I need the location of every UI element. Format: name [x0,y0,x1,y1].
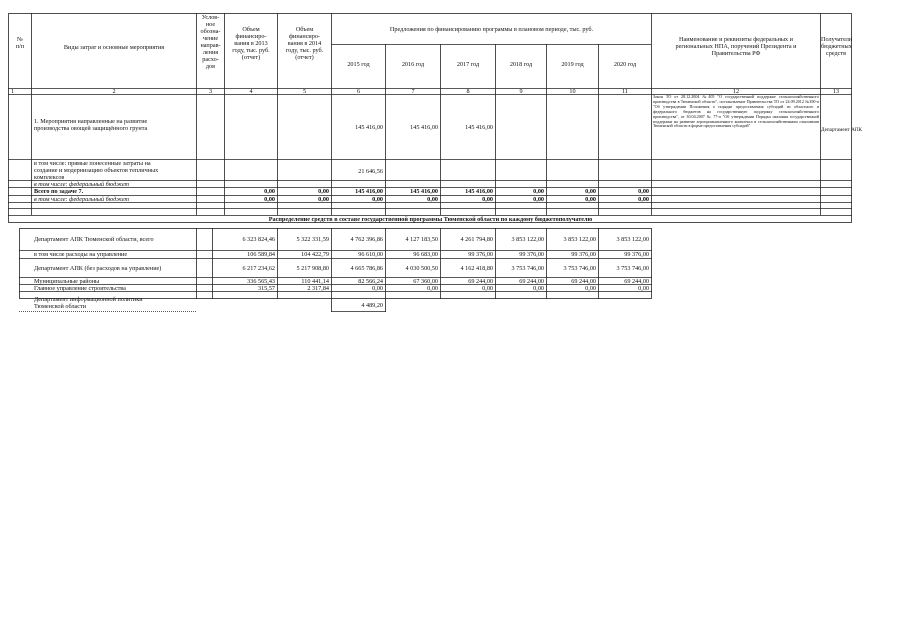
total7-2016: 145 416,00 [410,188,438,195]
dist-row-0-2018: 3 853 122,00 [511,236,544,243]
measure-2015: 145 416,00 [355,124,383,131]
col-number-1: 1 [11,88,15,95]
federal2-2019: 0,00 [585,196,596,203]
col-number-2: 2 [112,88,116,95]
dist-row-1-2013: 106 589,84 [247,251,275,258]
measure-label: 1. Мероприятия направленные на развитие производства овощей защищённого грунта [34,118,148,132]
header-year-2017: 2017 год [456,61,480,68]
dist-row-1-label: в том числе расходы на управление [34,251,128,258]
dist-row-3-2015: 82 566,24 [358,278,383,285]
total7-2018: 0,00 [533,188,544,195]
total7-2013: 0,00 [264,188,275,195]
dist-row-2-2014: 5 217 908,80 [296,265,329,272]
header-types: Виды затрат и основные мероприятия [63,44,165,51]
dist-row-3-2014: 110 441,14 [301,278,329,285]
header-year-2018: 2018 год [509,61,533,68]
col-number-13: 13 [832,88,840,95]
total7-2014: 0,00 [318,188,329,195]
dist-row-2-2015: 4 665 786,86 [350,265,383,272]
federal2-2018: 0,00 [533,196,544,203]
federal2-label: в том числе: федеральный бюджет [34,196,130,203]
dist-row-0-2015: 4 762 396,86 [350,236,383,243]
federal2-2017: 0,00 [482,196,493,203]
measure-recipient: Департамент АПК [821,127,863,133]
dist-row-4-2015: 0,00 [372,285,383,292]
dist-row-0-2014: 5 322 331,59 [296,236,329,243]
total7-label: Всего по задаче 7. [34,188,84,195]
federal2-2016: 0,00 [427,196,438,203]
distribution-title: Распределение средств в составе государственной программы Тюменской области по каждому бюджетополучателю [268,216,593,223]
direct-label: в том числе: прямые понесенные затраты на создание и модернизацию объектов тепличных комплексов [34,160,159,181]
dist-row-0-label: Департамент АПК Тюменской области, всего [34,236,154,243]
dist-row-2-2013: 6 217 234,62 [242,265,275,272]
header-recipients: Получатели бюджетных средств [821,36,853,57]
dist-row-4-2018: 0,00 [533,285,544,292]
header-year-2020: 2020 год [613,61,637,68]
dist-row-0-2019: 3 853 122,00 [563,236,596,243]
col-number-5: 5 [302,88,307,95]
dist-row-4-2017: 0,00 [482,285,493,292]
dist-row-3-2016: 67 360,00 [413,278,438,285]
header-year-2019: 2019 год [561,61,584,68]
col-number-4: 4 [249,88,253,95]
federal1-label: в том числе: федеральный бюджет [34,181,130,188]
header-proposals: Предложения по финансированию программы в плановом периоде, тыс. руб. [389,26,594,33]
dist-row-2-2017: 4 162 418,80 [460,265,493,272]
dist-row-5-label: Департамент информационной политики Тюменской области [34,296,143,310]
dist-row-0-2013: 6 323 824,46 [242,236,275,243]
dist-row-4-2013: 315,57 [257,285,275,292]
header-num: № п/п [15,36,25,50]
dist-row-1-2014: 104 422,79 [301,251,329,258]
dist-row-0-2020: 3 853 122,00 [616,236,649,243]
dist-row-3-2019: 69 244,00 [571,278,596,285]
col-number-6: 6 [356,88,361,95]
col-number-3: 3 [208,88,213,95]
total7-2017: 145 416,00 [465,188,493,195]
dist-row-2-2020: 3 753 746,00 [616,265,649,272]
dist-row-4-2016: 0,00 [427,285,438,292]
total7-2019: 0,00 [585,188,596,195]
measure-2017: 145 416,00 [465,124,493,131]
dist-row-4-label: Главное управление строительства [34,285,126,292]
dist-row-4-2014: 2 317,84 [307,285,329,292]
dist-row-2-label: Департамент АПК (без расходов на управление) [34,265,162,272]
header-year-2016: 2016 год [401,61,425,68]
dist-row-1-2018: 99 376,00 [519,251,544,258]
direct-2015: 21 646,56 [358,168,383,175]
federal2-2014: 0,00 [318,196,329,203]
dist-row-0-2016: 4 127 183,50 [405,236,438,243]
dist-row-4-2019: 0,00 [585,285,596,292]
dist-row-1-2019: 99 376,00 [571,251,596,258]
col-number-7: 7 [411,88,415,95]
total7-2015: 145 416,00 [355,188,383,195]
dist-row-3-2017: 69 244,00 [468,278,493,285]
dist-row-3-2018: 69 244,00 [519,278,544,285]
federal2-2015: 0,00 [372,196,383,203]
col-number-10: 10 [569,88,576,95]
col-number-12: 12 [732,88,740,95]
dist-row-3-label: Муниципальные районы [34,278,100,285]
dist-row-4-2020: 0,00 [638,285,649,292]
total7-2020: 0,00 [638,188,649,195]
dist-row-3-2020: 69 244,00 [624,278,649,285]
dist-row-1-2015: 96 610,00 [358,251,383,258]
dist-row-1-2016: 96 683,00 [413,251,438,258]
dist-row-2-2016: 4 030 500,50 [405,265,438,272]
dist-row-1-2017: 99 376,00 [468,251,493,258]
dist-row-2-2018: 3 753 746,00 [511,265,544,272]
dist-row-2-2019: 3 753 746,00 [563,265,596,272]
measure-2016: 145 416,00 [410,124,438,131]
dist-row-5-2015: 4 489,20 [361,302,383,309]
dist-row-1-2020: 99 376,00 [624,251,649,258]
dist-row-3-2013: 336 565,43 [247,278,275,285]
header-2014: Объем финансиро- вания в 2014 году, тыс. руб. (отчет) [285,26,324,61]
header-npa: Наименование и реквизиты федеральных и региональных НПА, поручений Президента и Правительства РФ [675,36,797,57]
col-number-8: 8 [466,88,470,95]
measure-npa: Закон ТО от 28.12.2004 №405 "О государственной поддержке сельскохозяйственного производства в Тюменской области", постановление Правительства ТО от 24.09.2012 №390-п "Об утверждении Положения о порядке предоставления субсидий из областного и федерального бюджетов на государственную поддержку сельскохозяйственного производства", от 30.04.2007 № 77-п "Об утверждении Порядка оказания государственной поддержки на развитие агропромышленного комплекса в сельскохозяйственным отношении Тюменской области в форме предоставления субсидий" [653,94,819,129]
header-2013: Объем финансиро- вания в 2013 году, тыс. руб. (отчет) [232,26,270,61]
header-year-2015: 2015 год [347,61,370,68]
header-code: Услов- ное обозна- чение направ- ления расхо- дов [200,14,221,70]
federal2-2020: 0,00 [638,196,649,203]
dist-row-0-2017: 4 261 794,80 [460,236,493,243]
col-number-9: 9 [519,88,523,95]
col-number-11: 11 [622,88,628,95]
federal2-2013: 0,00 [264,196,275,203]
